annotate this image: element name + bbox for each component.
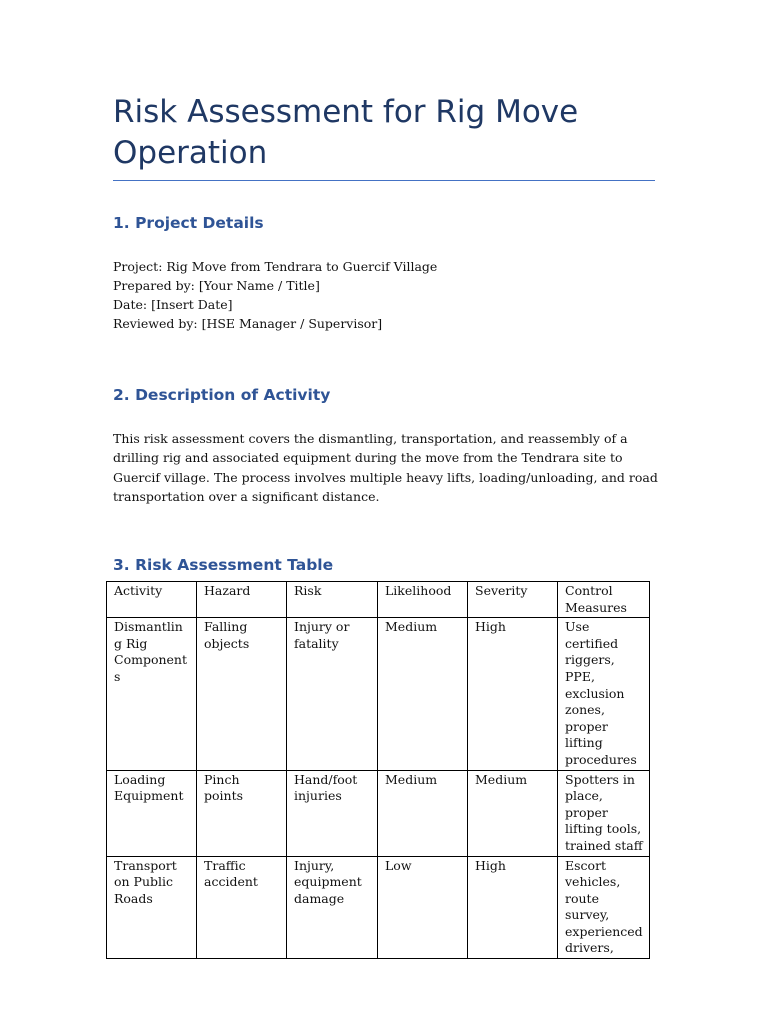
table-cell: High — [468, 856, 558, 959]
header-cell-likelihood: Likelihood — [378, 582, 468, 618]
table-cell: Traffic accident — [197, 856, 287, 959]
section-heading-risk-table: 3. Risk Assessment Table — [113, 556, 334, 574]
table-cell: Pinch points — [197, 770, 287, 856]
table-row — [107, 856, 650, 959]
table-header-row — [107, 582, 650, 618]
table-cell: Transport on Public Roads — [107, 856, 197, 959]
table-cell: Low — [378, 856, 468, 959]
table-cell: Falling objects — [197, 618, 287, 770]
table-cell: Use certified riggers, PPE, exclusion zones, proper lifting procedures — [558, 618, 650, 770]
section-heading-description: 2. Description of Activity — [113, 386, 331, 404]
header-cell-control-measures: Control Measures — [558, 582, 650, 618]
project-line: Project: Rig Move from Tendrara to Guercif Village — [113, 259, 438, 274]
reviewed-by-line: Reviewed by: [HSE Manager / Supervisor] — [113, 316, 383, 331]
header-cell-hazard: Hazard — [197, 582, 287, 618]
table-cell: Loading Equipment — [107, 770, 197, 856]
table-cell: Medium — [378, 618, 468, 770]
table-cell: Medium — [378, 770, 468, 856]
table-cell: Dismantling Rig Components — [107, 618, 197, 770]
header-cell-activity: Activity — [107, 582, 197, 618]
table-cell: High — [468, 618, 558, 770]
document-title: Risk Assessment for Rig Move Operation — [113, 94, 579, 171]
table-cell: Escort vehicles, route survey, experienced drivers, — [558, 856, 650, 959]
table-cell: Injury, equipment damage — [287, 856, 378, 959]
table-row — [107, 618, 650, 770]
table-row — [107, 770, 650, 856]
header-cell-severity: Severity — [468, 582, 558, 618]
title-divider — [113, 180, 655, 181]
table-cell: Injury or fatality — [287, 618, 378, 770]
date-line: Date: [Insert Date] — [113, 297, 233, 312]
table-cell: Hand/foot injuries — [287, 770, 378, 856]
table-cell: Spotters in place, proper lifting tools, trained staff — [558, 770, 650, 856]
description-paragraph: This risk assessment covers the dismantling, transportation, and reassembly of a drilling rig and associated equipment during the move from the Tendrara site to Guercif village. The process involves multiple heavy lifts, loading/unloading, and road transportation over a significant distance. — [113, 431, 658, 504]
project-details — [113, 257, 673, 333]
section-heading-project-details: 1. Project Details — [113, 214, 264, 232]
header-cell-risk: Risk — [287, 582, 378, 618]
table-cell: Medium — [468, 770, 558, 856]
prepared-by-line: Prepared by: [Your Name / Title] — [113, 278, 320, 293]
risk-assessment-table — [106, 581, 650, 959]
